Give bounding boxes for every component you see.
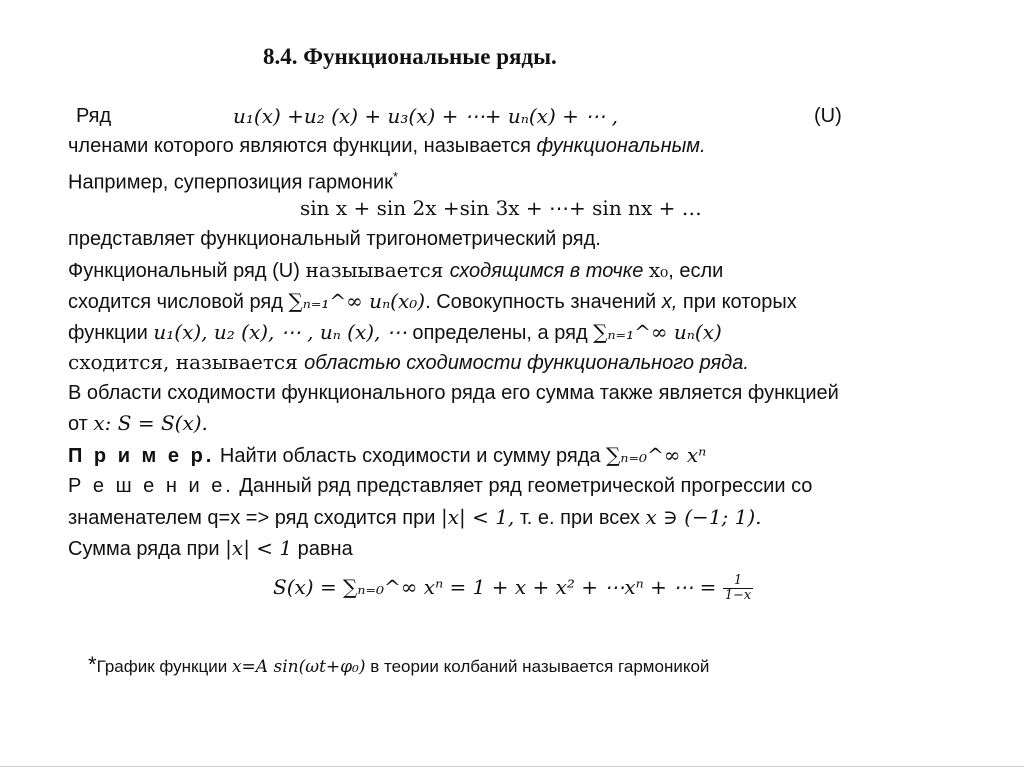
math: ∑ₙ₌₀^∞ xⁿ bbox=[606, 443, 707, 467]
math: x₀ bbox=[648, 258, 669, 282]
text: в теории колбаний называется гармоникой bbox=[365, 657, 710, 676]
text: от bbox=[68, 413, 94, 435]
line-trig: представляет функциональный тригонометрический ряд. bbox=[68, 228, 601, 250]
fraction-denominator: 1−x bbox=[724, 588, 752, 603]
page-title: 8.4. Функциональные ряды. bbox=[263, 44, 557, 69]
text: определены, а ряд bbox=[406, 322, 594, 344]
fraction bbox=[723, 574, 754, 603]
line-sum-equals bbox=[68, 535, 353, 562]
text: равна bbox=[292, 538, 353, 560]
line-definition bbox=[68, 133, 706, 159]
math: u₁(x), u₂ (x), ⋯ , uₙ (x), ⋯ bbox=[153, 320, 407, 344]
math: x ∋ (−1; 1). bbox=[645, 505, 762, 529]
sin-series-formula: sin x + sin 2x +sin 3x + ⋯+ sin nx + … bbox=[300, 196, 702, 220]
math: |x| < 1 bbox=[225, 536, 293, 560]
line-numeric-series bbox=[68, 288, 797, 315]
text: сходится, называется bbox=[68, 350, 305, 374]
math: x: S = S(x). bbox=[93, 411, 208, 435]
text: Найти область сходимости и сумму ряда bbox=[214, 445, 607, 467]
definition-italic: функциональным. bbox=[536, 135, 706, 157]
line-region bbox=[68, 349, 749, 376]
text: График функции bbox=[96, 657, 232, 676]
sum-formula-text: S(x) = ∑ₙ₌₀^∞ xⁿ = 1 + x + x² + ⋯xⁿ + ⋯ = bbox=[273, 575, 723, 599]
math: |x| < 1, bbox=[440, 505, 515, 529]
example-text: Например, суперпозиция гармоник bbox=[68, 171, 393, 194]
text: . Совокупность значений bbox=[425, 291, 662, 313]
footnote bbox=[88, 652, 709, 678]
line-functions bbox=[68, 319, 722, 346]
p1-label: Ряд bbox=[76, 105, 112, 127]
text: при которых bbox=[677, 291, 797, 313]
line-solution bbox=[68, 473, 812, 499]
example-label: П р и м е р. bbox=[68, 445, 215, 467]
text: Сумма ряда при bbox=[68, 538, 226, 560]
text: функции bbox=[68, 322, 154, 344]
text: т. е. при всех bbox=[514, 507, 646, 529]
text: x, bbox=[661, 291, 678, 313]
text: знаменателем q=x => ряд сходится при bbox=[68, 507, 441, 529]
sum-formula bbox=[273, 570, 753, 604]
line-example bbox=[68, 164, 398, 196]
text: назыывается bbox=[305, 258, 450, 282]
text: сходящимся в точке bbox=[449, 260, 649, 282]
text: Функциональный ряд (U) bbox=[68, 260, 306, 282]
text: сходится числовой ряд bbox=[68, 291, 289, 313]
fraction-numerator: 1 bbox=[733, 573, 743, 588]
text: , если bbox=[668, 260, 724, 282]
math: ∑ₙ₌₁^∞ uₙ(x₀) bbox=[288, 289, 426, 313]
footnote-star: * bbox=[88, 652, 97, 677]
definition-text: членами которого являются функции, называется bbox=[68, 135, 537, 157]
series-formula: u₁(x) +u₂ (x) + u₃(x) + ⋯+ uₙ(x) + ⋯ , bbox=[233, 104, 618, 128]
line-convergence bbox=[68, 257, 723, 284]
math: x=A sin(ωt+φ₀) bbox=[231, 657, 366, 677]
solution-label: Р е ш е н и е. bbox=[68, 475, 234, 497]
line-sum-fn bbox=[68, 410, 208, 437]
line-example-task bbox=[68, 442, 706, 469]
footnote-mark: * bbox=[392, 169, 398, 184]
series-tag: (U) bbox=[814, 105, 842, 127]
line-sum: В области сходимости функционального ряда его сумма также является функцией bbox=[68, 382, 839, 404]
text: областью сходимости функционального ряда. bbox=[304, 352, 749, 374]
math: ∑ₙ₌₁^∞ uₙ(x) bbox=[593, 320, 722, 344]
line-denominator bbox=[68, 504, 762, 531]
text: Данный ряд представляет ряд геометрической прогрессии со bbox=[233, 475, 813, 497]
